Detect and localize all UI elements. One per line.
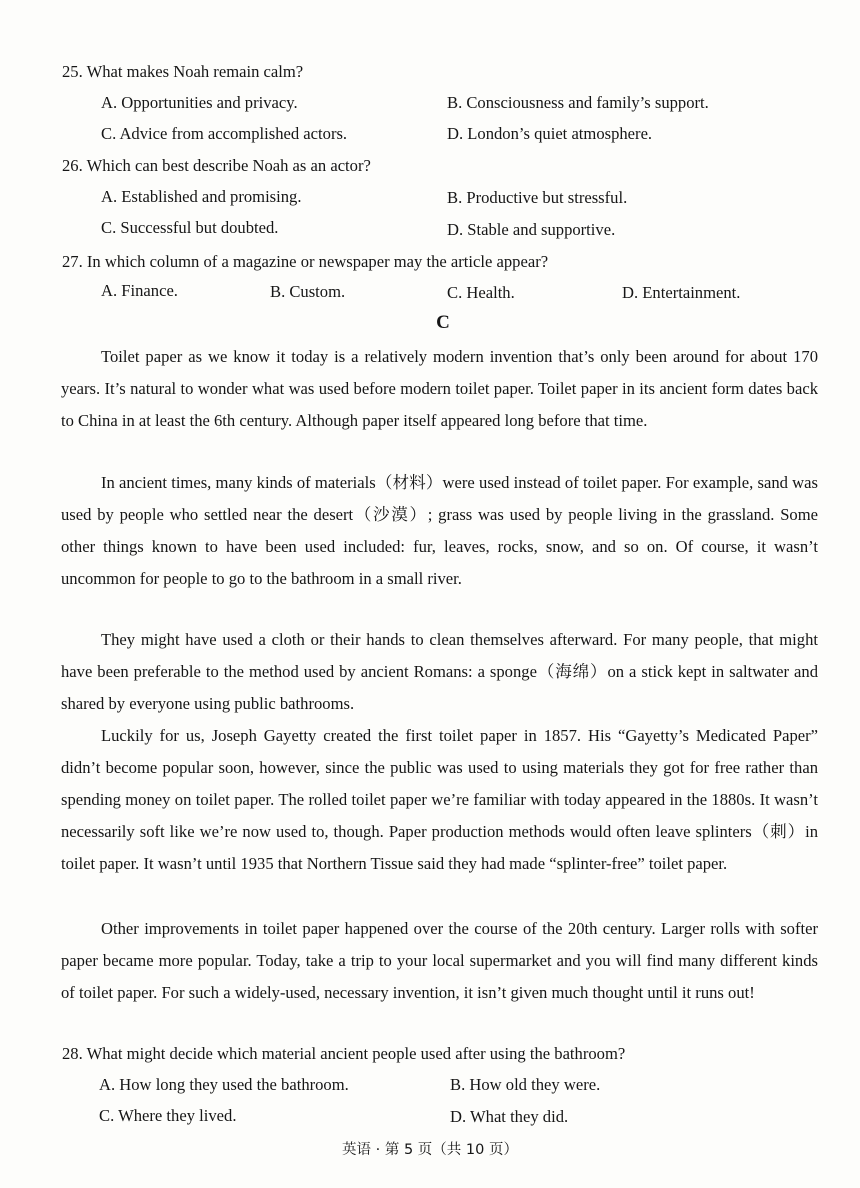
page-footer: 英语 · 第 5 页（共 10 页） — [342, 1142, 518, 1158]
question-28-stem: 28. What might decide which material ancient people used after using the bathroom? — [62, 1044, 626, 1063]
question-27-option-d: D. Entertainment. — [622, 283, 741, 302]
question-28-option-a: A. How long they used the bathroom. — [99, 1075, 349, 1094]
passage-paragraph-1: Toilet paper as we know it today is a relatively modern invention that’s only been around for about 170 years. It’s natural to wonder what was used before modern toilet paper. Toilet paper in its ancient form dates back to China in at least the 6th century. Although paper itself appeared long before that time. — [61, 347, 818, 430]
question-25-option-b: B. Consciousness and family’s support. — [447, 93, 709, 112]
question-25-option-c: C. Advice from accomplished actors. — [101, 124, 348, 143]
passage-heading: C — [436, 312, 450, 333]
question-25-option-d: D. London’s quiet atmosphere. — [447, 124, 653, 143]
question-25-option-a: A. Opportunities and privacy. — [101, 93, 298, 112]
question-27-option-b: B. Custom. — [270, 282, 346, 301]
question-28-option-d: D. What they did. — [450, 1107, 569, 1126]
question-26-option-a: A. Established and promising. — [101, 187, 302, 206]
question-26-stem: 26. Which can best describe Noah as an actor? — [62, 156, 371, 175]
question-27-stem: 27. In which column of a magazine or newspaper may the article appear? — [62, 252, 549, 271]
question-28-option-b: B. How old they were. — [450, 1075, 601, 1094]
passage-paragraph-4: Luckily for us, Joseph Gayetty created the first toilet paper in 1857. His “Gayetty’s Medicated Paper” didn’t become popular soon, however, since the public was used to using materials they got for free rather than spending money on toilet paper. The rolled toilet paper we’re familiar with today appeared in the 1880s. It wasn’t necessarily soft like we’re now used to, though. Paper production methods would often leave splinters（刺）in toilet paper. It wasn’t until 1935 that Northern Tissue said they had made “splinter-free” toilet paper. — [61, 726, 818, 873]
question-27-option-c: C. Health. — [447, 283, 515, 302]
passage-paragraph-3: They might have used a cloth or their hands to clean themselves afterward. For many people, that might have been preferable to the method used by ancient Romans: a sponge（海绵）on a stick kept in saltwater and shared by everyone using public bathrooms. — [61, 630, 818, 713]
passage-paragraph-2: In ancient times, many kinds of materials（材料）were used instead of toilet paper. For example, sand was used by people who settled near the desert（沙漠）; grass was used by people living in the grassland. Some other things known to have been used included: fur, leaves, rocks, snow, and so on. Of course, it wasn’t uncommon for people to go to the bathroom in a small river. — [61, 473, 818, 588]
question-26-option-b: B. Productive but stressful. — [447, 188, 628, 207]
passage-paragraph-5: Other improvements in toilet paper happened over the course of the 20th century. Larger rolls with softer paper became more popular. Today, take a trip to your local supermarket and you will find many different kinds of toilet paper. For such a widely-used, necessary invention, it isn’t given much thought until it runs out! — [61, 919, 818, 1002]
question-27-option-a: A. Finance. — [101, 281, 178, 300]
question-26-option-d: D. Stable and supportive. — [447, 220, 616, 239]
question-28-option-c: C. Where they lived. — [99, 1106, 237, 1125]
question-26-option-c: C. Successful but doubted. — [101, 218, 279, 237]
question-25-stem: 25. What makes Noah remain calm? — [62, 62, 304, 81]
